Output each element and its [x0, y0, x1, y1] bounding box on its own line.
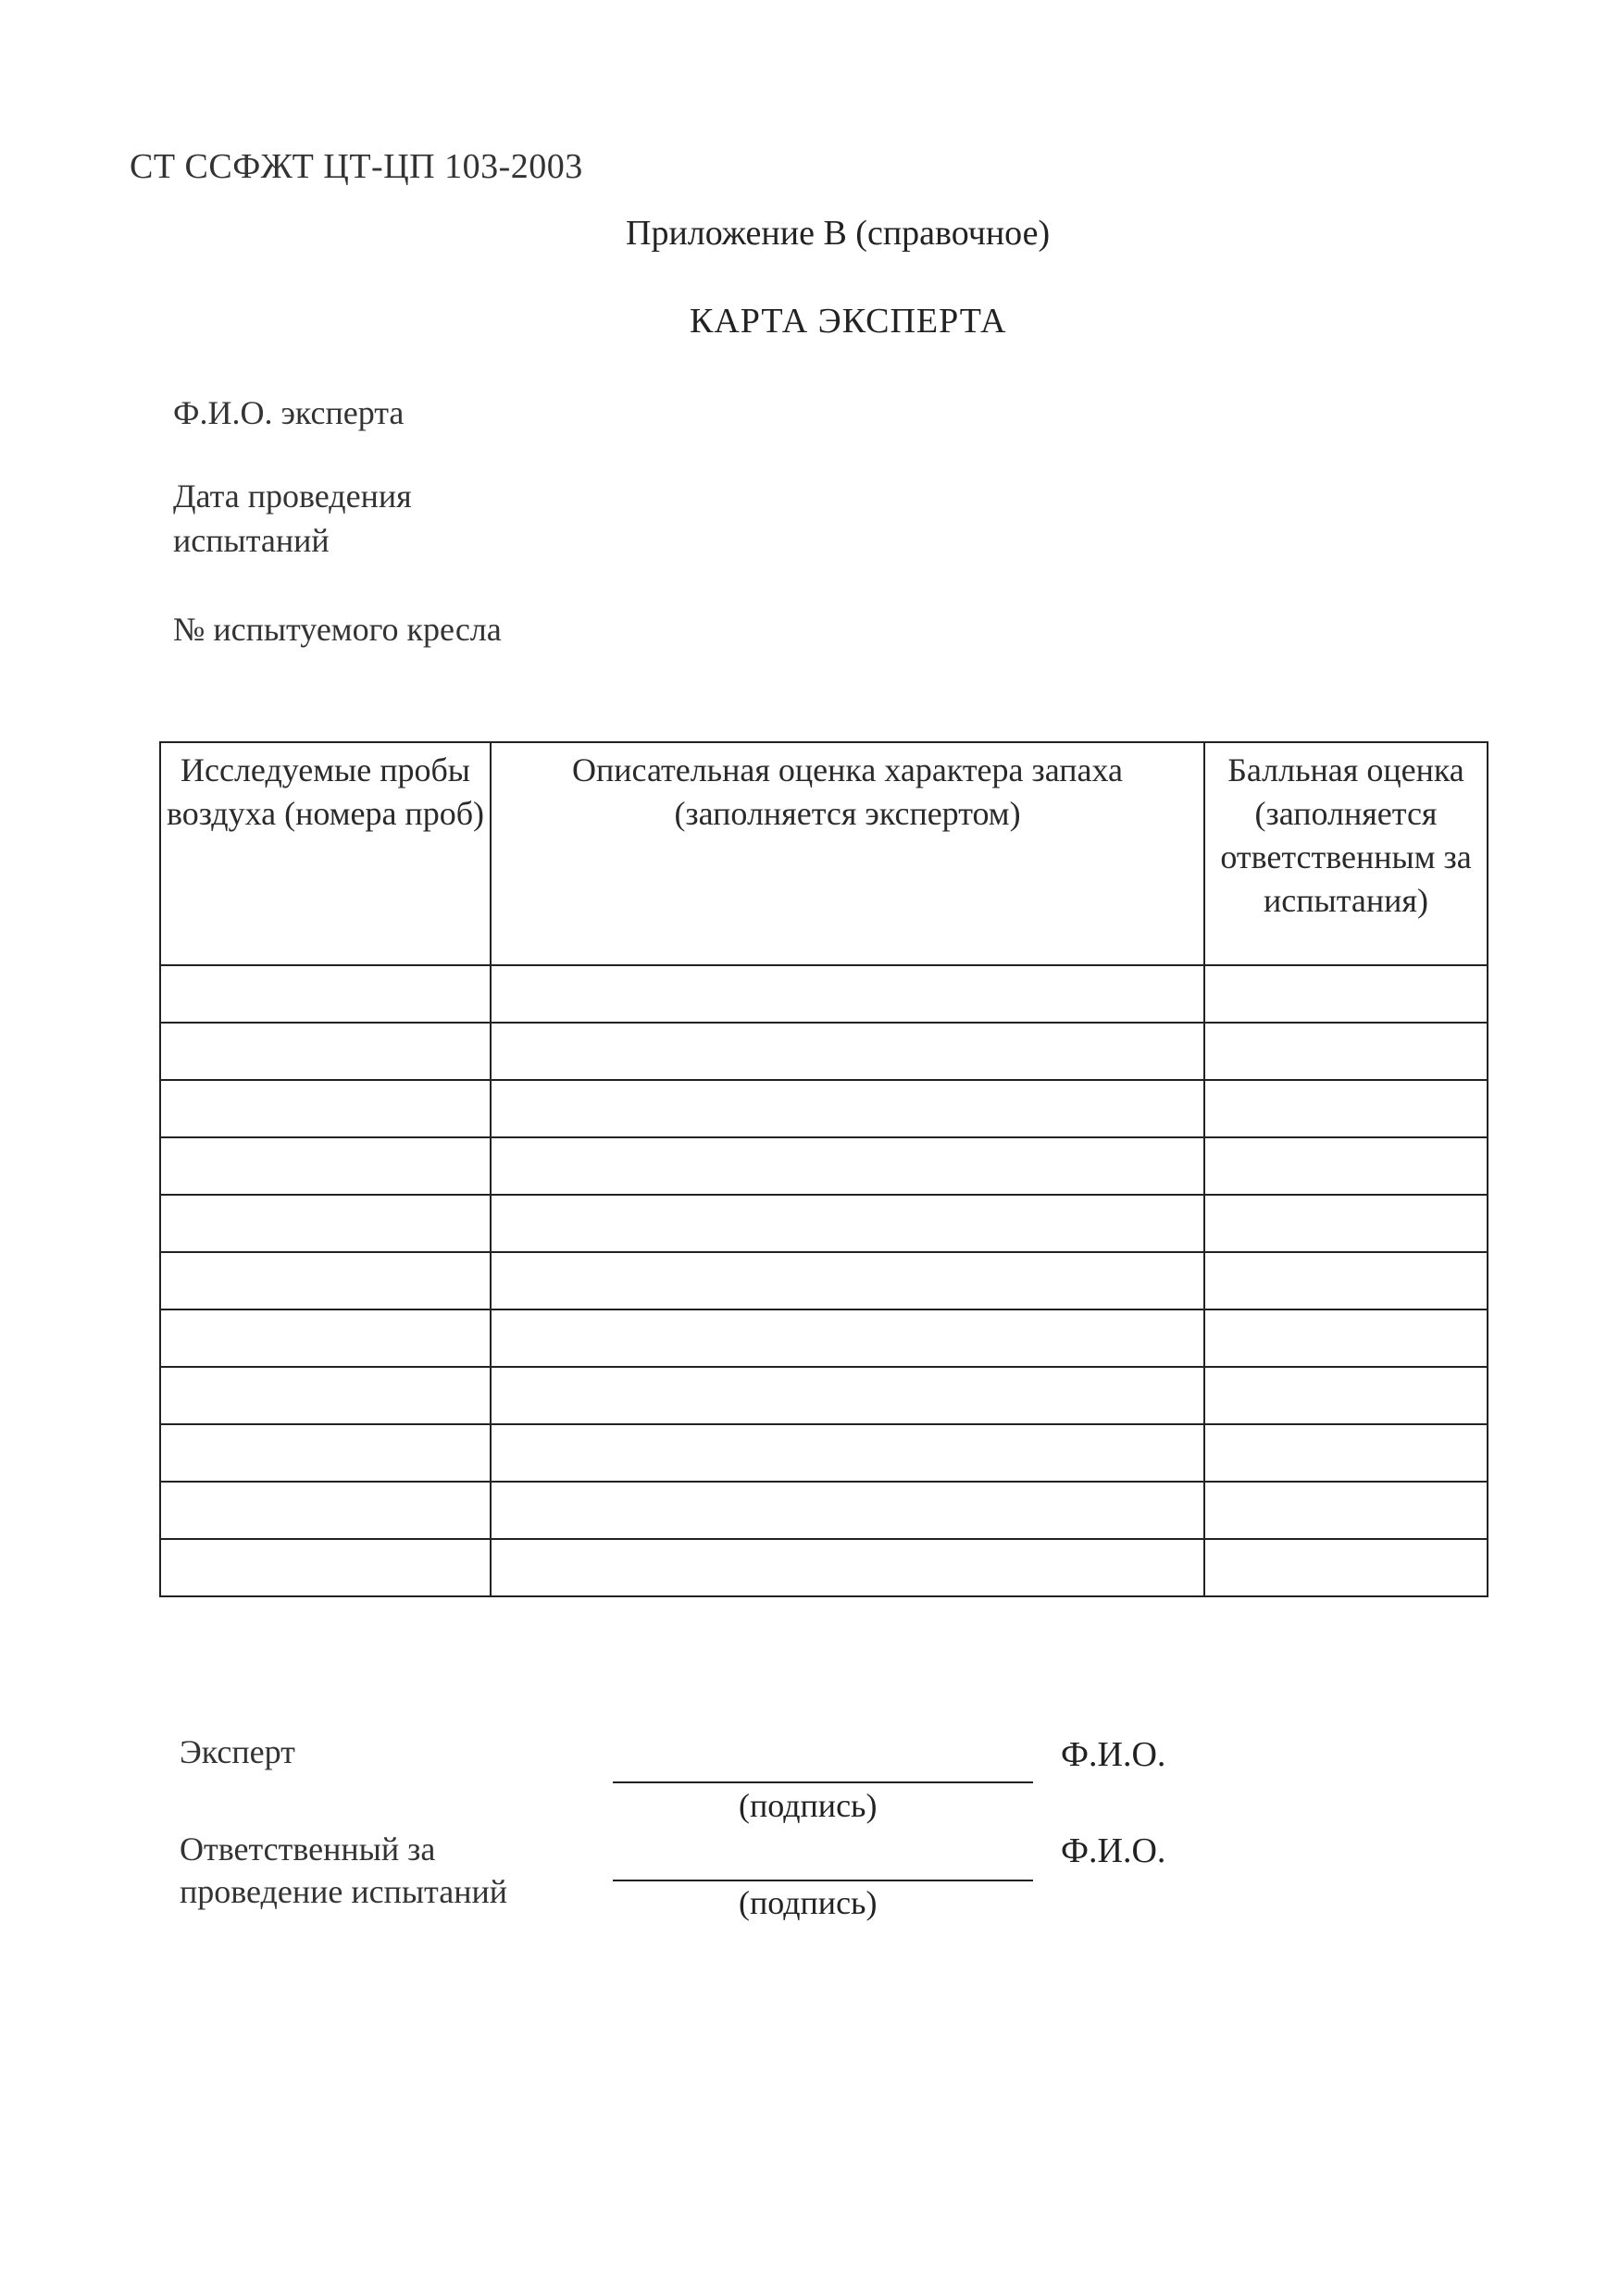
responsible-signature-caption: (подпись) — [739, 1884, 878, 1921]
table-cell-sample[interactable] — [160, 1023, 491, 1080]
table-row — [160, 1252, 1488, 1309]
table-cell-description[interactable] — [491, 1252, 1204, 1309]
table-cell-score[interactable] — [1204, 1367, 1488, 1424]
table-body — [160, 965, 1488, 1596]
column-header-description — [491, 742, 1204, 965]
table-cell-description[interactable] — [491, 1023, 1204, 1080]
seat-number-label: № испытуемого кресла — [173, 611, 502, 648]
table-cell-score[interactable] — [1204, 1023, 1488, 1080]
expert-signature-caption: (подпись) — [739, 1787, 878, 1824]
responsible-fio-label: Ф.И.О. — [1061, 1831, 1166, 1870]
column-header-label: Исследуемые пробы воздуха (номера проб) — [166, 751, 485, 832]
table-row — [160, 965, 1488, 1023]
table-row — [160, 1195, 1488, 1252]
responsible-signature-label: Ответственный за проведение испытаний — [180, 1831, 508, 1910]
table-cell-description[interactable] — [491, 965, 1204, 1023]
column-header-label: Описательная оценка характера запаха (заполняется экспертом) — [572, 751, 1123, 832]
table-cell-score[interactable] — [1204, 1424, 1488, 1482]
table-cell-description[interactable] — [491, 1424, 1204, 1482]
table-cell-sample[interactable] — [160, 1195, 491, 1252]
column-header-label: Балльная оценка (заполняется ответственным за испытания) — [1220, 751, 1472, 919]
table-cell-score[interactable] — [1204, 1482, 1488, 1539]
test-date-label: Дата проведения испытаний — [173, 478, 412, 559]
table-row — [160, 1137, 1488, 1195]
table-cell-sample[interactable] — [160, 1482, 491, 1539]
table-row — [160, 1482, 1488, 1539]
expert-signature-line[interactable] — [613, 1781, 1033, 1783]
table-cell-score[interactable] — [1204, 1309, 1488, 1367]
table-cell-description[interactable] — [491, 1137, 1204, 1195]
table-row — [160, 1539, 1488, 1596]
table-cell-description[interactable] — [491, 1367, 1204, 1424]
table-cell-score[interactable] — [1204, 965, 1488, 1023]
table-cell-description[interactable] — [491, 1539, 1204, 1596]
table-cell-score[interactable] — [1204, 1539, 1488, 1596]
table-cell-sample[interactable] — [160, 1309, 491, 1367]
column-header-samples — [160, 742, 491, 965]
table-cell-sample[interactable] — [160, 1137, 491, 1195]
table-cell-sample[interactable] — [160, 965, 491, 1023]
table-cell-sample[interactable] — [160, 1367, 491, 1424]
table-cell-score[interactable] — [1204, 1195, 1488, 1252]
expert-card-table — [159, 741, 1488, 1597]
table-cell-sample[interactable] — [160, 1539, 491, 1596]
table-row — [160, 1309, 1488, 1367]
document-code: СТ ССФЖТ ЦТ-ЦП 103-2003 — [130, 147, 583, 186]
expert-name-label: Ф.И.О. эксперта — [173, 394, 405, 431]
table-cell-sample[interactable] — [160, 1252, 491, 1309]
table-cell-description[interactable] — [491, 1080, 1204, 1137]
table-cell-sample[interactable] — [160, 1080, 491, 1137]
table-cell-description[interactable] — [491, 1195, 1204, 1252]
table-cell-description[interactable] — [491, 1309, 1204, 1367]
table-row — [160, 1367, 1488, 1424]
table-cell-score[interactable] — [1204, 1252, 1488, 1309]
table-cell-score[interactable] — [1204, 1137, 1488, 1195]
table-cell-score[interactable] — [1204, 1080, 1488, 1137]
column-header-score — [1204, 742, 1488, 965]
responsible-signature-line[interactable] — [613, 1880, 1033, 1881]
table-cell-sample[interactable] — [160, 1424, 491, 1482]
table-row — [160, 1023, 1488, 1080]
expert-signature-label: Эксперт — [180, 1733, 295, 1770]
appendix-heading: Приложение В (справочное) — [626, 214, 1051, 253]
page-title: КАРТА ЭКСПЕРТА — [690, 302, 1007, 341]
table-header-row — [160, 742, 1488, 965]
expert-fio-label: Ф.И.О. — [1061, 1735, 1166, 1774]
table-cell-description[interactable] — [491, 1482, 1204, 1539]
table-row — [160, 1080, 1488, 1137]
table-row — [160, 1424, 1488, 1482]
